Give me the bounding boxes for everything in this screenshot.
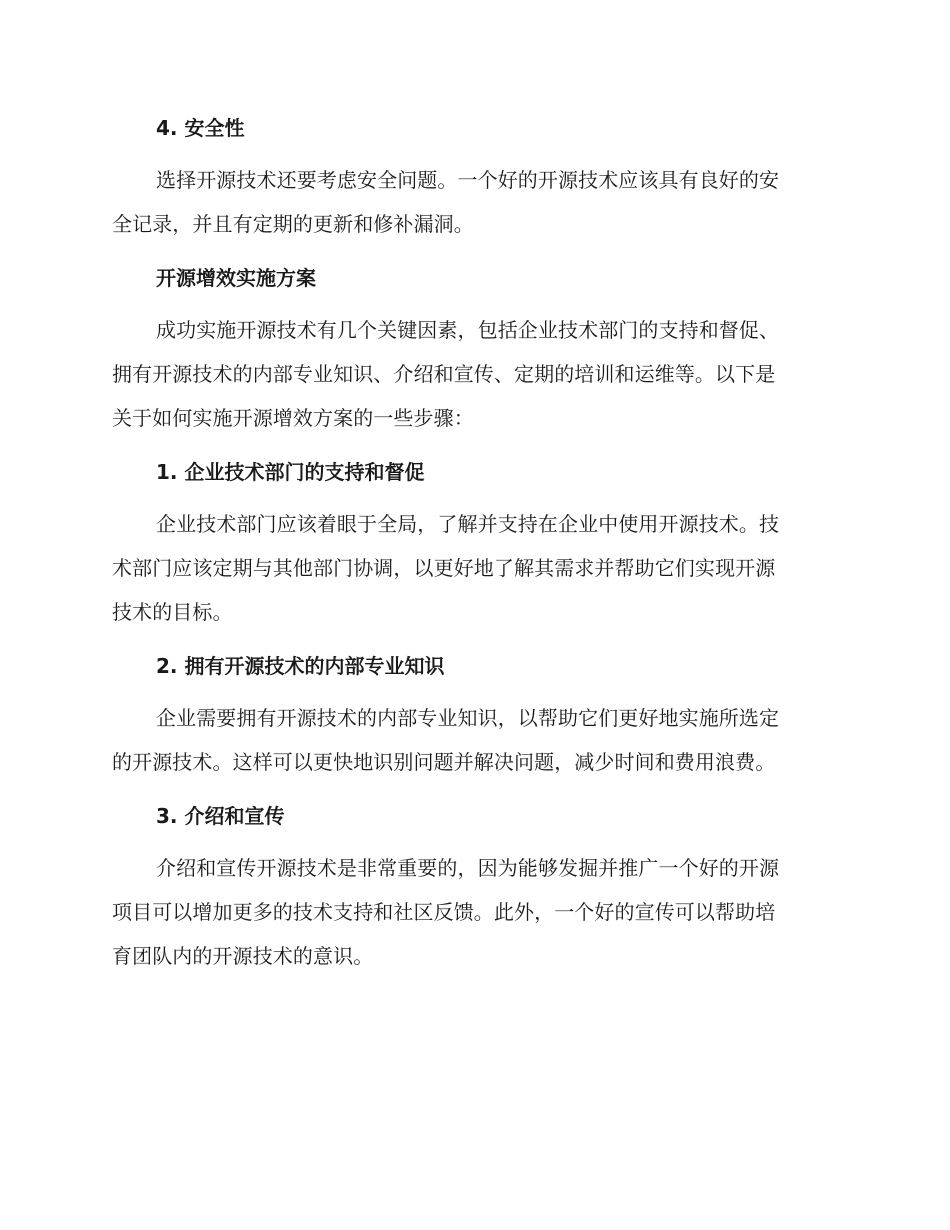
section-heading-introduction-promotion: 3. 介绍和宣传 xyxy=(156,804,285,828)
paragraph-line: 育团队内的开源技术的意识。 xyxy=(112,944,374,968)
paragraph-line: 企业需要拥有开源技术的内部专业知识，以帮助它们更好地实施所选定 xyxy=(156,706,780,730)
paragraph-internal-expertise xyxy=(112,696,830,784)
section-heading-implementation-plan: 开源增效实施方案 xyxy=(156,266,316,290)
paragraph-line: 关于如何实施开源增效方案的一些步骤： xyxy=(112,406,474,430)
section-heading-tech-department-support: 1. 企业技术部门的支持和督促 xyxy=(156,460,425,484)
paragraph-security xyxy=(112,158,830,246)
paragraph-line: 介绍和宣传开源技术是非常重要的，因为能够发掘并推广一个好的开源 xyxy=(156,856,780,880)
section-heading-security: 4. 安全性 xyxy=(156,116,245,140)
paragraph-line: 全记录，并且有定期的更新和修补漏洞。 xyxy=(112,212,474,236)
paragraph-line: 技术的目标。 xyxy=(112,600,233,624)
section-heading-internal-expertise: 2. 拥有开源技术的内部专业知识 xyxy=(156,654,445,678)
paragraph-tech-department-support xyxy=(112,502,830,634)
paragraph-line: 术部门应该定期与其他部门协调，以更好地了解其需求并帮助它们实现开源 xyxy=(112,556,776,580)
paragraph-line: 拥有开源技术的内部专业知识、介绍和宣传、定期的培训和运维等。以下是 xyxy=(112,362,776,386)
paragraph-introduction-promotion xyxy=(112,846,830,978)
paragraph-line: 成功实施开源技术有几个关键因素，包括企业技术部门的支持和督促、 xyxy=(156,318,780,342)
paragraph-line: 的开源技术。这样可以更快地识别问题并解决问题，减少时间和费用浪费。 xyxy=(112,750,776,774)
paragraph-line: 企业技术部门应该着眼于全局，了解并支持在企业中使用开源技术。技 xyxy=(156,512,780,536)
paragraph-implementation-intro xyxy=(112,308,830,440)
document-page xyxy=(112,106,830,978)
paragraph-line: 项目可以增加更多的技术支持和社区反馈。此外，一个好的宣传可以帮助培 xyxy=(112,900,776,924)
paragraph-line: 选择开源技术还要考虑安全问题。一个好的开源技术应该具有良好的安 xyxy=(156,168,780,192)
